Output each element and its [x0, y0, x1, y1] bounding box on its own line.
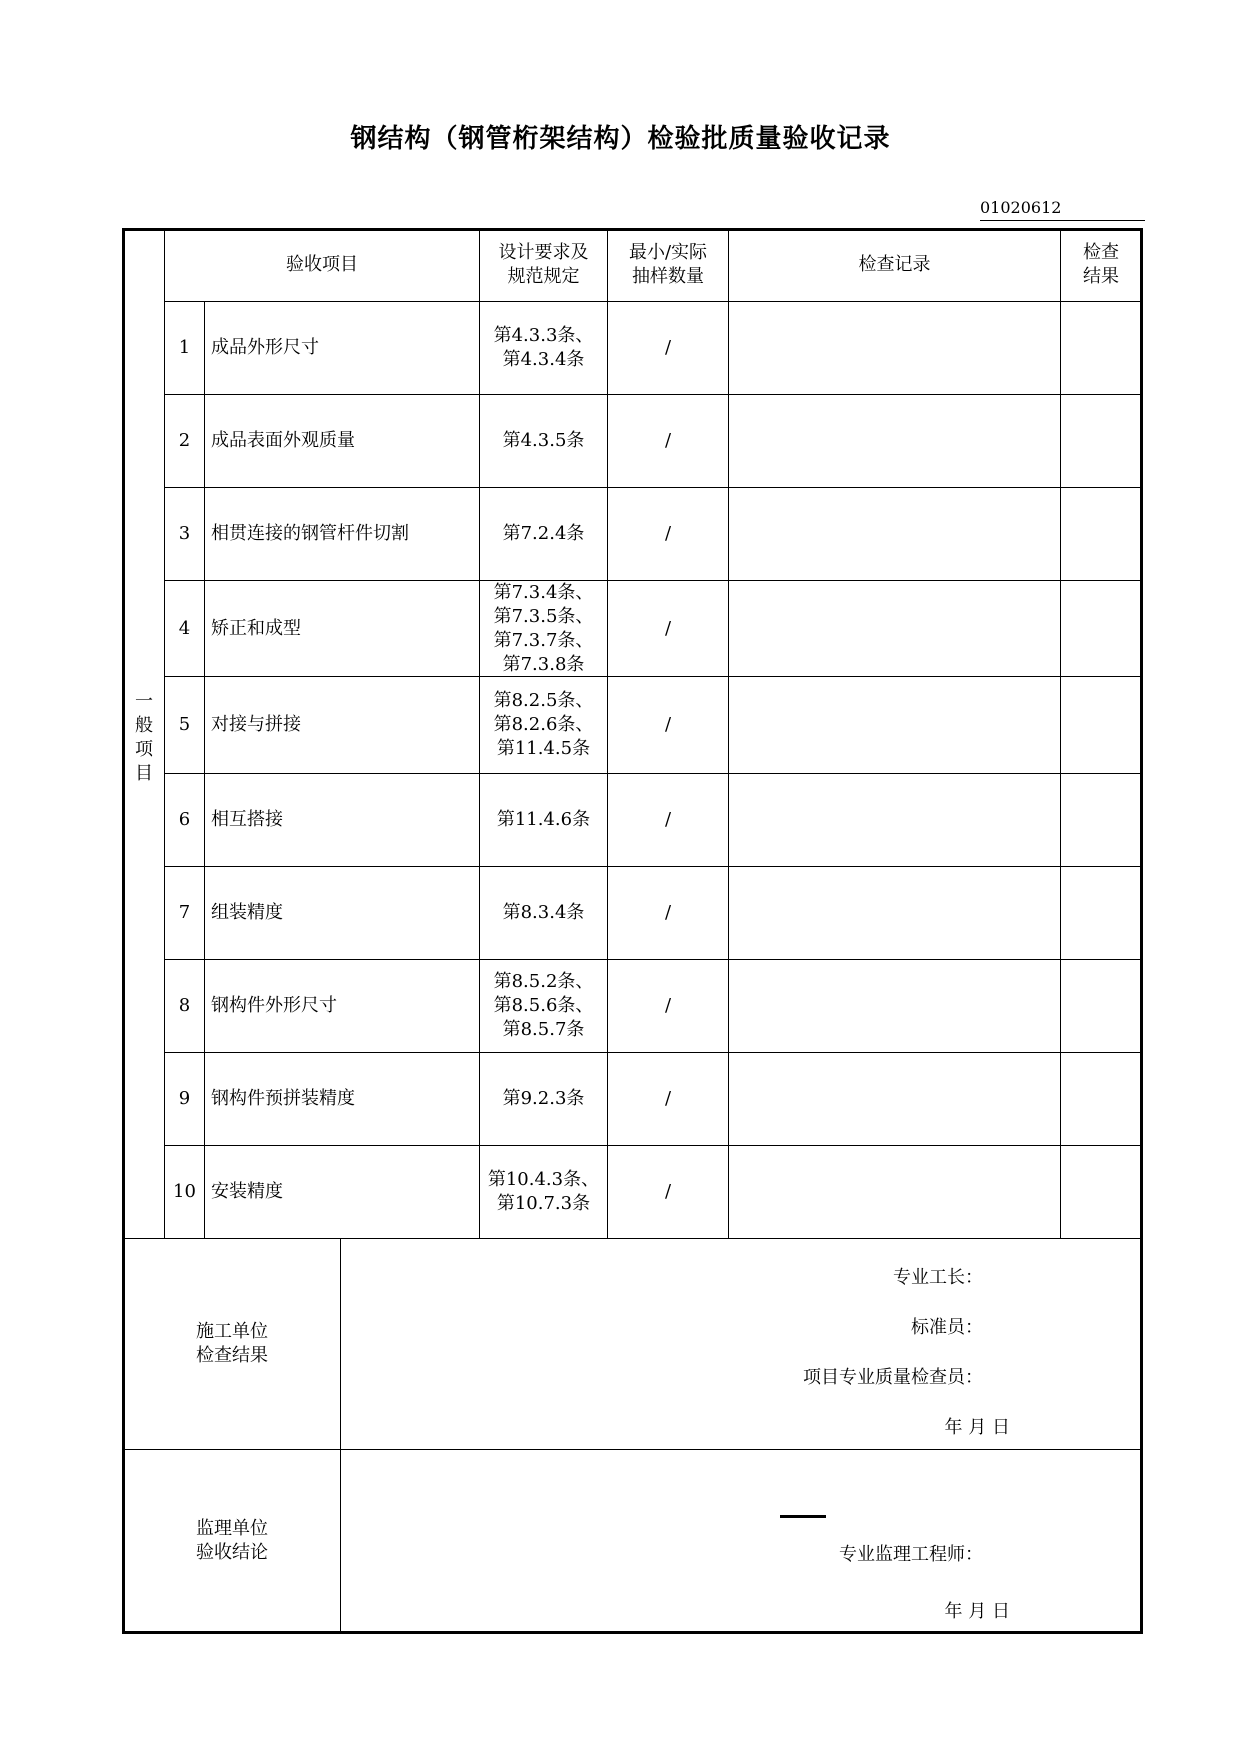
supervision-date: 年 月 日: [944, 1601, 1010, 1622]
row-number: 4: [178, 617, 191, 639]
foreman-signature-label: 专业工长：: [893, 1267, 983, 1288]
row-number: 2: [178, 430, 191, 451]
standard-officer-label: 标准员：: [911, 1317, 983, 1338]
header-item: 验收项目: [286, 254, 358, 275]
row-spec: 第10.4.3条、 第10.7.3条: [487, 1169, 600, 1214]
header-check-result: 检查 结果: [1083, 242, 1119, 287]
row-item: 成品外形尺寸: [211, 337, 319, 358]
row-spec: 第4.3.3条、 第4.3.4条: [493, 325, 594, 370]
column-divider: [340, 1238, 341, 1632]
row-quantity: /: [664, 1088, 672, 1109]
row-spec: 第7.2.4条: [502, 523, 585, 544]
row-quantity: /: [664, 337, 672, 358]
signature-mark: [780, 1515, 826, 1518]
row-spec: 第11.4.6条: [496, 809, 591, 830]
row-item: 相互搭接: [211, 809, 283, 830]
row-number: 5: [178, 714, 191, 735]
quality-inspector-label: 项目专业质量检查员：: [803, 1367, 983, 1388]
row-spec: 第4.3.5条: [502, 430, 585, 451]
row-item: 成品表面外观质量: [211, 430, 355, 451]
supervision-unit-label: 监理单位 验收结论: [196, 1518, 268, 1563]
row-spec: 第8.5.2条、 第8.5.6条、 第8.5.7条: [493, 971, 594, 1040]
row-spec: 第8.2.5条、 第8.2.6条、 第11.4.5条: [493, 690, 594, 759]
row-number: 7: [178, 902, 191, 923]
category-general-items: 一 般 项 目: [135, 691, 153, 784]
row-item: 组装精度: [211, 902, 283, 923]
row-quantity: /: [664, 617, 672, 639]
row-item: 钢构件外形尺寸: [211, 995, 337, 1016]
row-number: 9: [178, 1088, 191, 1109]
row-quantity: /: [664, 430, 672, 451]
row-spec: 第8.3.4条: [502, 902, 585, 923]
row-quantity: /: [664, 809, 672, 830]
form-code: 01020612: [980, 198, 1062, 217]
column-divider: [728, 229, 729, 1238]
row-quantity: /: [664, 902, 672, 923]
construction-date: 年 月 日: [944, 1417, 1010, 1438]
row-number: 1: [178, 337, 191, 358]
row-quantity: /: [664, 714, 672, 735]
header-check-record: 检查记录: [858, 254, 931, 275]
row-item: 对接与拼接: [211, 714, 301, 735]
header-design-requirement: 设计要求及 规范规定: [498, 242, 589, 287]
page-title: 钢结构（钢管桁架结构）检验批质量验收记录: [350, 124, 891, 154]
row-quantity: /: [664, 1181, 672, 1202]
row-number: 3: [178, 523, 191, 544]
column-divider: [1060, 229, 1061, 1238]
row-item: 相贯连接的钢管杆件切割: [211, 523, 409, 544]
row-number: 8: [178, 995, 191, 1016]
supervising-engineer-label: 专业监理工程师：: [839, 1544, 983, 1565]
row-quantity: /: [664, 523, 672, 544]
row-spec: 第7.3.4条、 第7.3.5条、 第7.3.7条、 第7.3.8条: [493, 581, 594, 675]
construction-unit-label: 施工单位 检查结果: [196, 1321, 268, 1366]
row-quantity: /: [664, 995, 672, 1016]
row-number: 6: [178, 809, 191, 830]
form-code-field: [980, 196, 1145, 221]
row-item: 钢构件预拼装精度: [211, 1088, 355, 1109]
row-item: 安装精度: [211, 1181, 283, 1202]
row-item: 矫正和成型: [211, 617, 301, 639]
row-spec: 第9.2.3条: [502, 1088, 585, 1109]
header-sample-quantity: 最小/实际 抽样数量: [628, 242, 708, 287]
row-number: 10: [173, 1181, 196, 1202]
